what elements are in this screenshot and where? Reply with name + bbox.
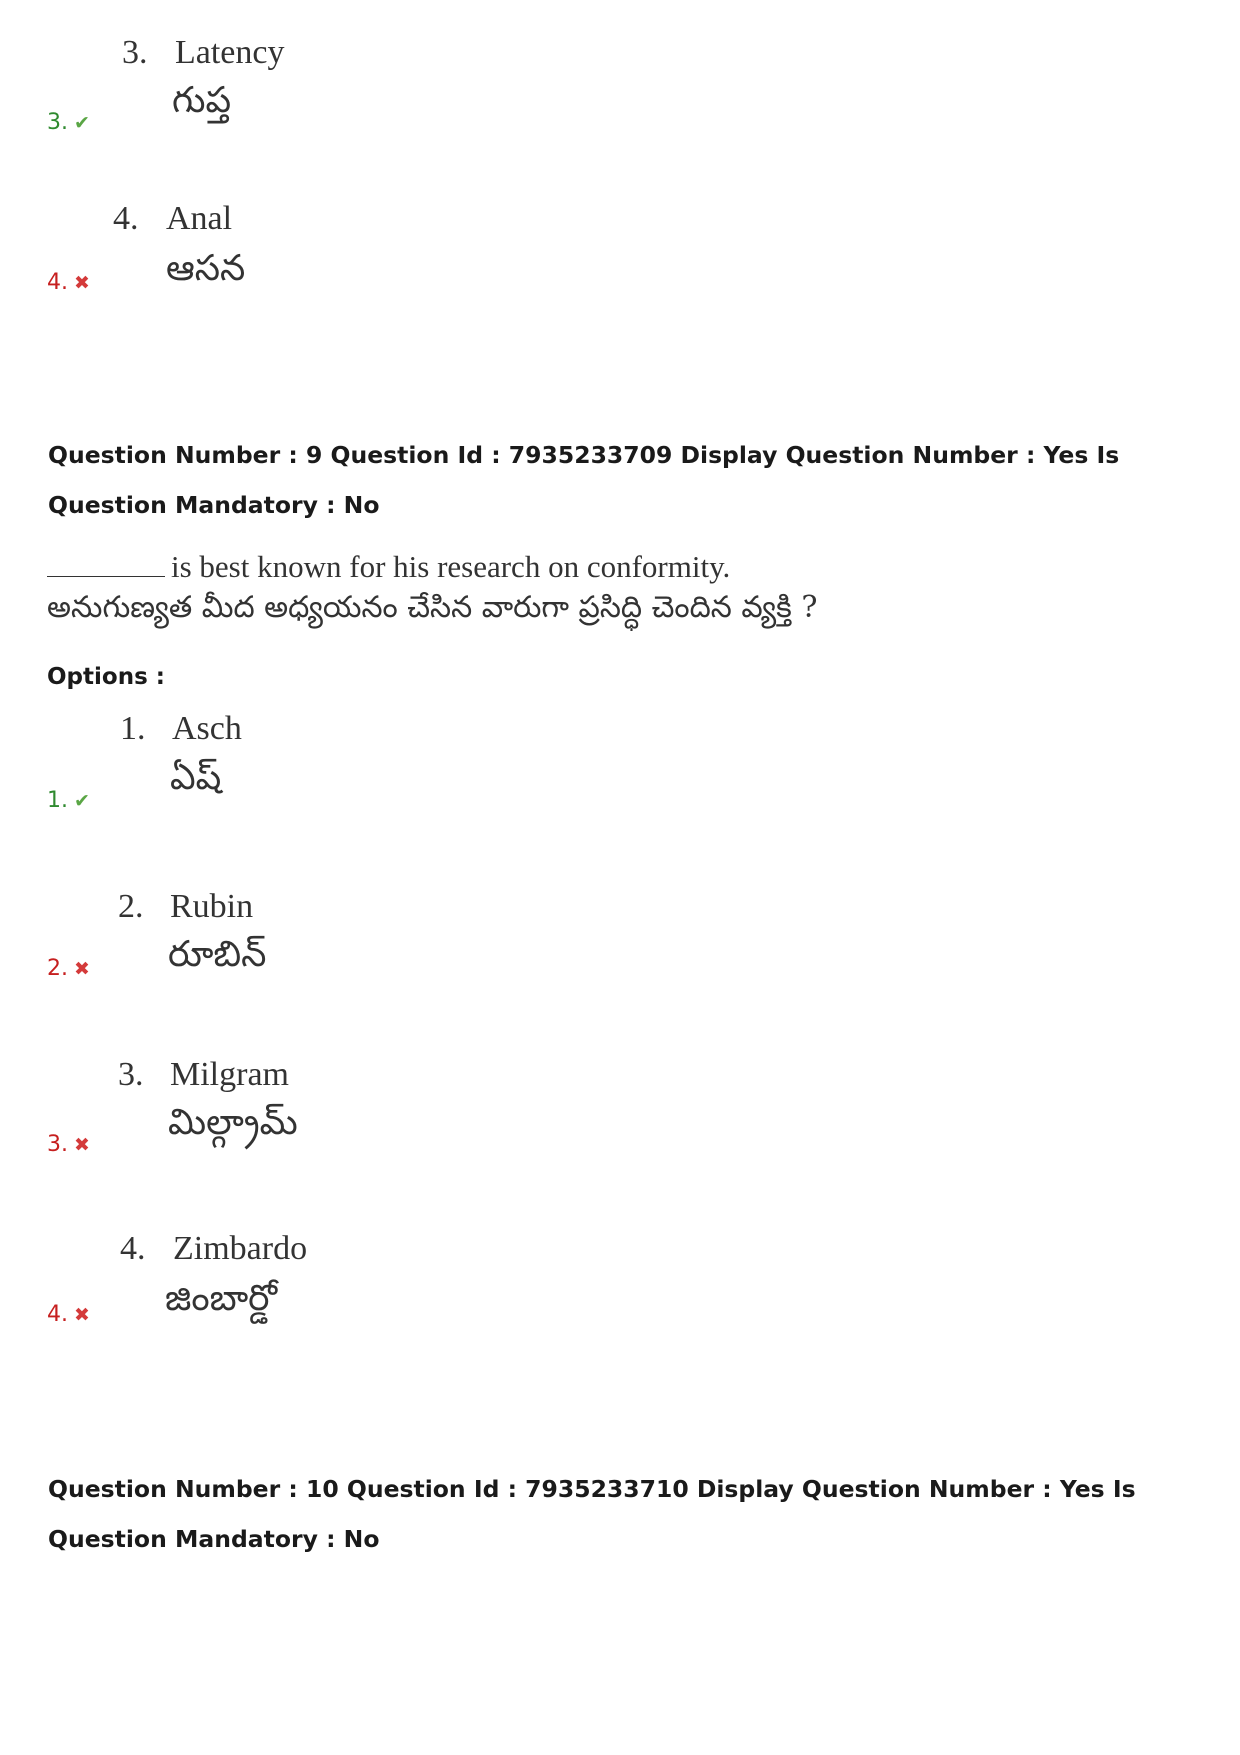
option-marker: 2. ✖: [47, 956, 90, 981]
option-text-telugu: జింబార్డో: [165, 1278, 278, 1319]
answer-blank: [47, 546, 165, 577]
option-text-english: Zimbardo: [173, 1230, 308, 1267]
option-marker: 3. ✔: [47, 110, 90, 135]
cross-icon: ✖: [74, 272, 90, 294]
option-number: 4.: [120, 1230, 146, 1267]
option-text-telugu: మిల్గ్రామ్: [168, 1102, 298, 1143]
option-text-telugu: రూబిన్: [168, 934, 267, 975]
option-text-english: Rubin: [170, 888, 254, 925]
option-marker: 4. ✖: [47, 1302, 90, 1327]
option-text-english: Milgram: [170, 1056, 289, 1093]
option-text-telugu: ఏష్: [170, 757, 222, 798]
check-icon: ✔: [74, 790, 90, 812]
question-text-telugu: అనుగుణ్యత మీద అధ్యయనం చేసిన వారుగా ప్రసిద్ధి చెందిన వ్యక్తి ?: [47, 590, 818, 625]
option-number: 3.: [118, 1056, 144, 1093]
options-label: Options :: [47, 664, 165, 690]
check-icon: ✔: [74, 112, 90, 134]
cross-icon: ✖: [74, 958, 90, 980]
option-text-telugu: గుప్త: [172, 80, 232, 121]
option-marker: 1. ✔: [47, 788, 90, 813]
question-header: Question Number : 9 Question Id : 7935233709 Display Question Number : Yes Is Question Mandatory : No: [48, 441, 1120, 519]
option-text-english: Anal: [166, 200, 233, 237]
cross-icon: ✖: [74, 1134, 90, 1156]
option-number: 2.: [118, 888, 144, 925]
option-marker: 4. ✖: [47, 270, 90, 295]
option-number: 4.: [113, 200, 139, 237]
option-number: 1.: [120, 710, 146, 747]
option-text-telugu: ఆసన: [166, 248, 246, 289]
option-text-english: Asch: [172, 710, 242, 747]
option-text-english: Latency: [175, 34, 285, 71]
question-text-english: is best known for his research on conformity.: [47, 546, 730, 585]
option-marker: 3. ✖: [47, 1132, 90, 1157]
question-header: Question Number : 10 Question Id : 7935233710 Display Question Number : Yes Is Question Mandatory : No: [48, 1475, 1136, 1553]
cross-icon: ✖: [74, 1304, 90, 1326]
option-number: 3.: [122, 34, 148, 71]
